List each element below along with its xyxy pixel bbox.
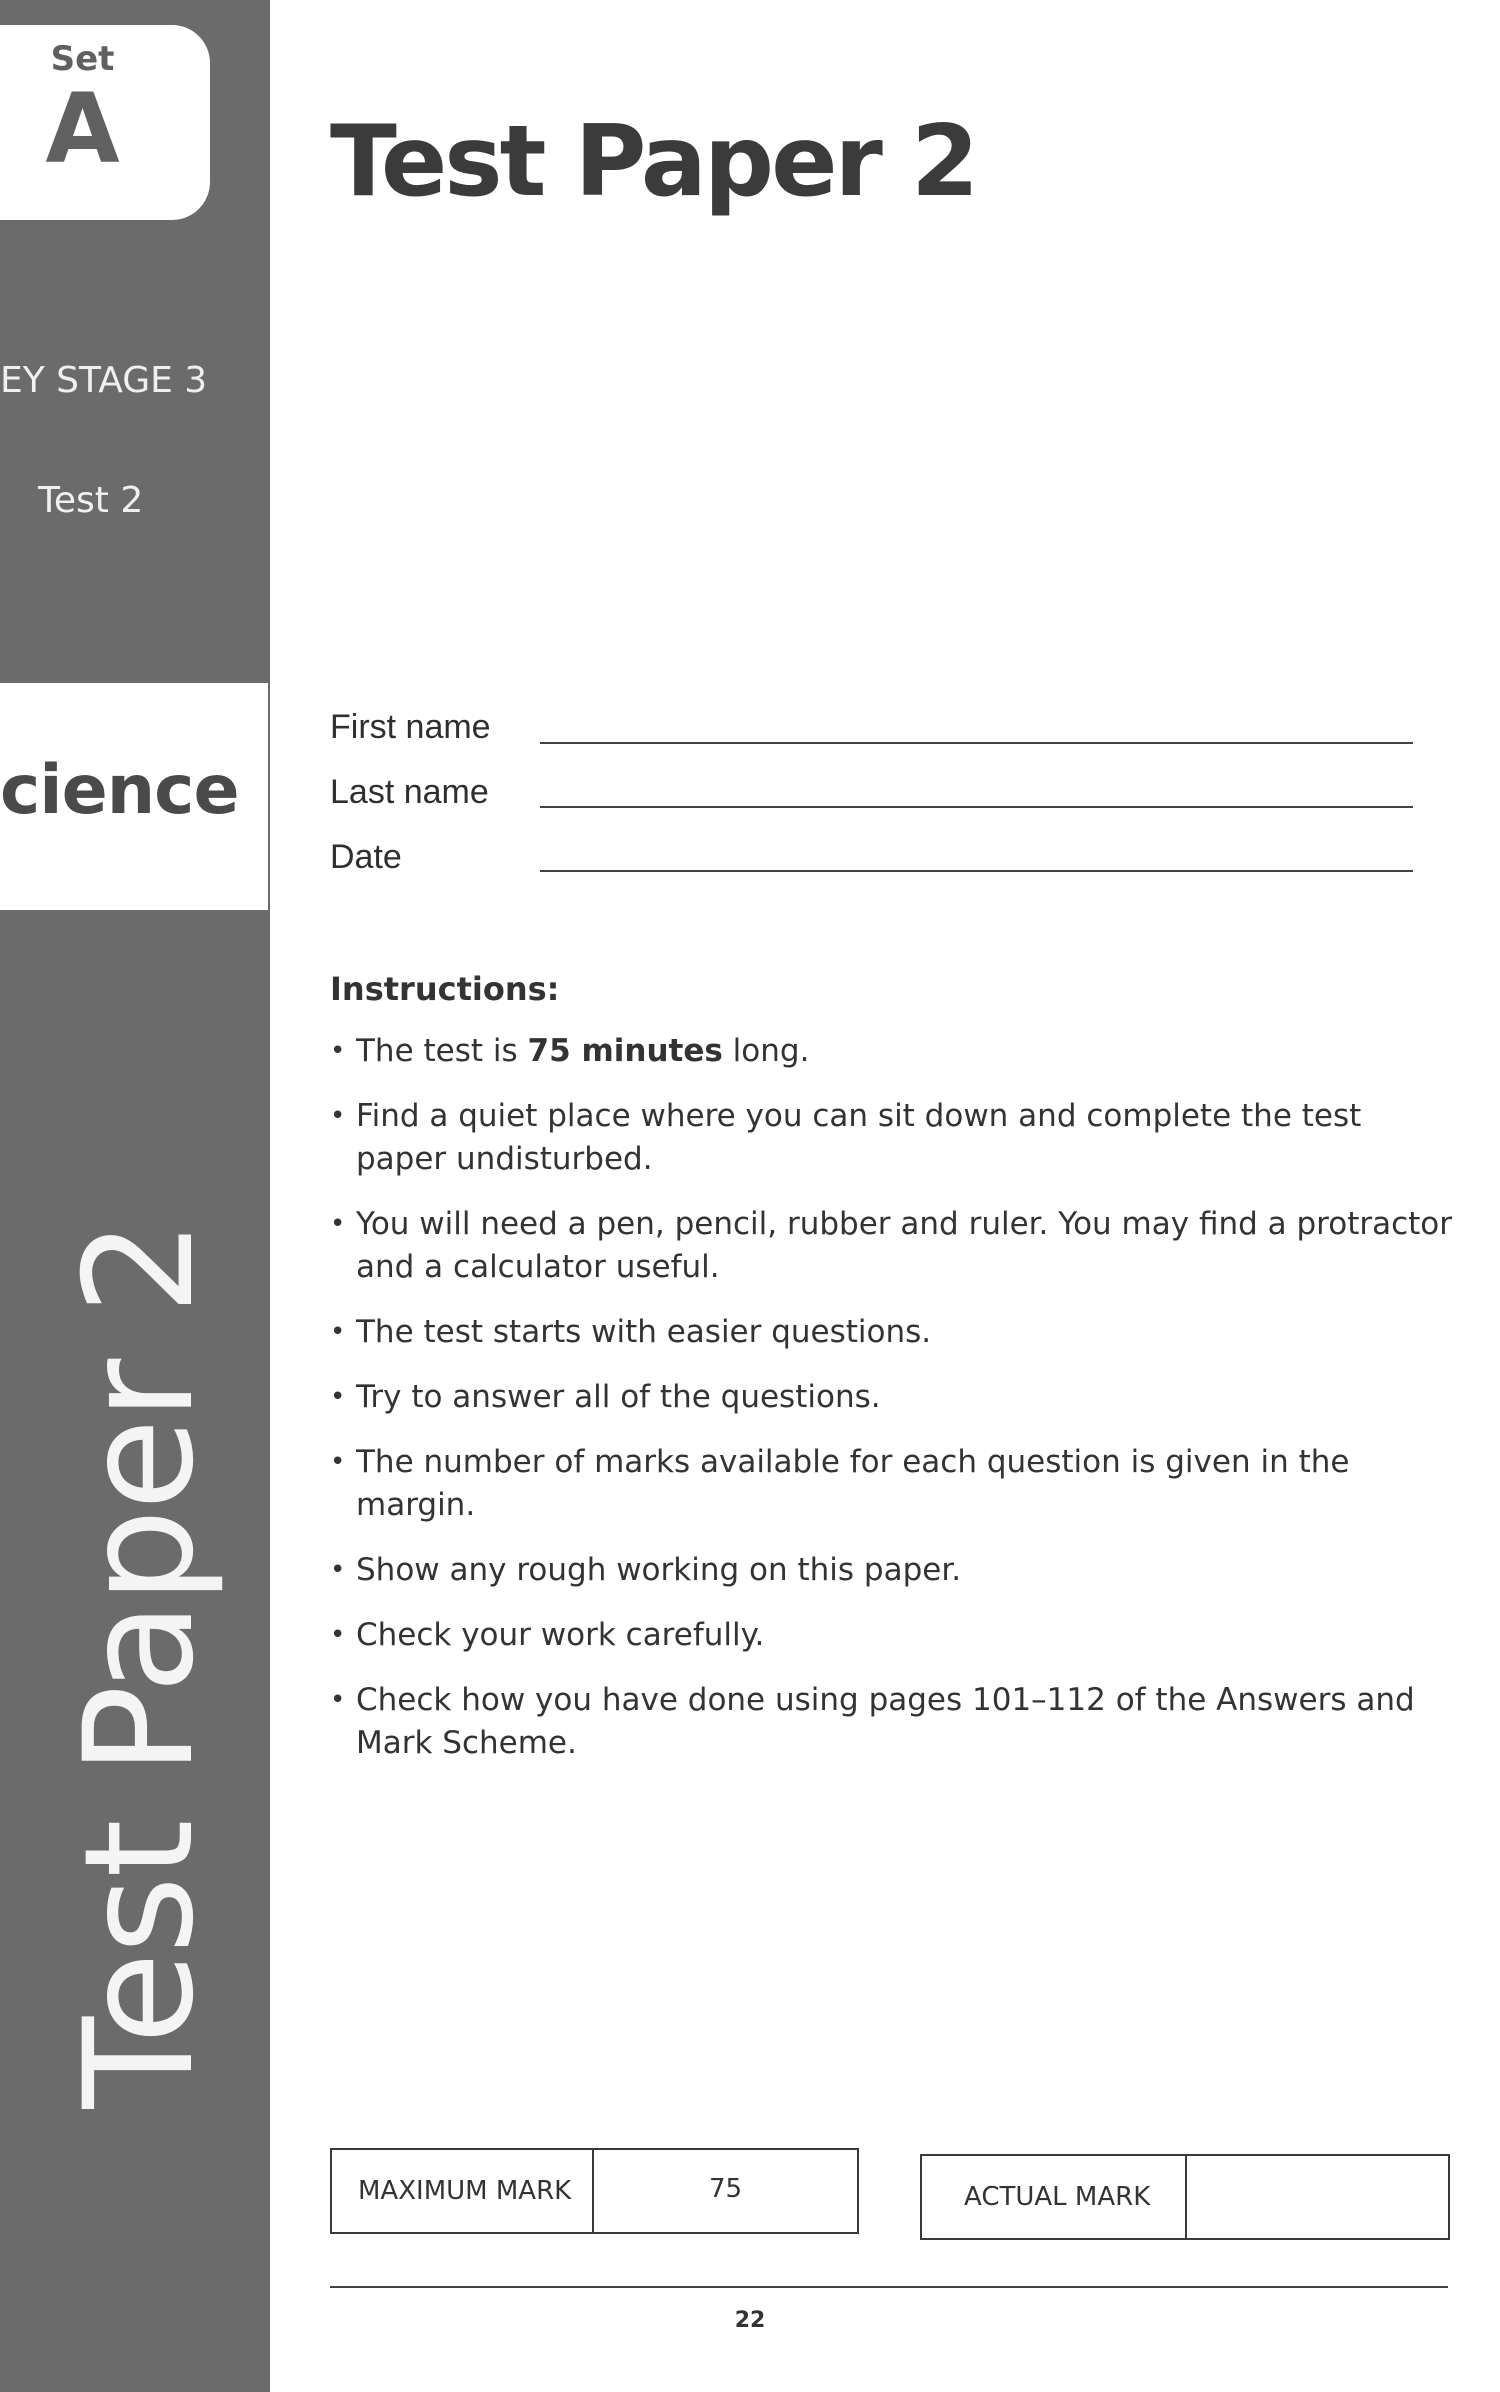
date-line[interactable] xyxy=(540,870,1413,872)
maximum-mark-box xyxy=(330,2148,859,2234)
actual-mark-box xyxy=(920,2154,1450,2240)
instruction-item: • Check how you have done using pages 101–112 of the Answers and Mark Scheme. xyxy=(330,1679,1460,1765)
instruction-item: • Find a quiet place where you can sit down and complete the test paper undisturbed. xyxy=(330,1095,1460,1181)
page-number: 22 xyxy=(734,2308,766,2333)
set-label: Set xyxy=(50,39,115,79)
set-badge xyxy=(0,25,210,220)
maximum-mark-label: MAXIMUM MARK xyxy=(332,2150,594,2232)
instruction-text: The test is xyxy=(356,1033,528,1069)
actual-mark-value[interactable] xyxy=(1187,2156,1448,2238)
instruction-item: • The test starts with easier questions. xyxy=(330,1311,1460,1354)
test-number-label: Test 2 xyxy=(38,480,144,521)
instruction-item: • You will need a pen, pencil, rubber and ruler. You may find a protractor and a calculator useful. xyxy=(330,1203,1460,1289)
instructions-list xyxy=(330,1030,1460,1787)
key-stage-label: EY STAGE 3 xyxy=(0,360,208,401)
last-name-label: Last name xyxy=(330,773,489,811)
set-letter: A xyxy=(45,73,120,185)
instruction-item: • Check your work carefully. xyxy=(330,1614,1460,1657)
bottom-rule xyxy=(330,2286,1448,2288)
vertical-title: Test Paper 2 xyxy=(53,1221,227,2109)
maximum-mark-value: 75 xyxy=(708,2174,743,2204)
page-title: Test Paper 2 xyxy=(330,105,977,219)
instruction-bold: 75 minutes xyxy=(527,1033,723,1069)
actual-mark-label: ACTUAL MARK xyxy=(922,2156,1187,2238)
sidebar xyxy=(0,0,270,2392)
first-name-line[interactable] xyxy=(540,742,1413,744)
instruction-item: • Show any rough working on this paper. xyxy=(330,1549,1460,1592)
instruction-item: • The number of marks available for each question is given in the margin. xyxy=(330,1441,1460,1527)
instruction-text: long. xyxy=(722,1033,810,1069)
date-label: Date xyxy=(330,838,402,876)
instruction-item: • Try to answer all of the questions. xyxy=(330,1376,1460,1419)
last-name-line[interactable] xyxy=(540,806,1413,808)
subject-label: cience xyxy=(0,751,239,830)
instruction-item xyxy=(330,1030,1460,1073)
subject-box xyxy=(0,683,268,910)
first-name-label: First name xyxy=(330,708,491,746)
instructions-heading: Instructions: xyxy=(330,970,560,1008)
